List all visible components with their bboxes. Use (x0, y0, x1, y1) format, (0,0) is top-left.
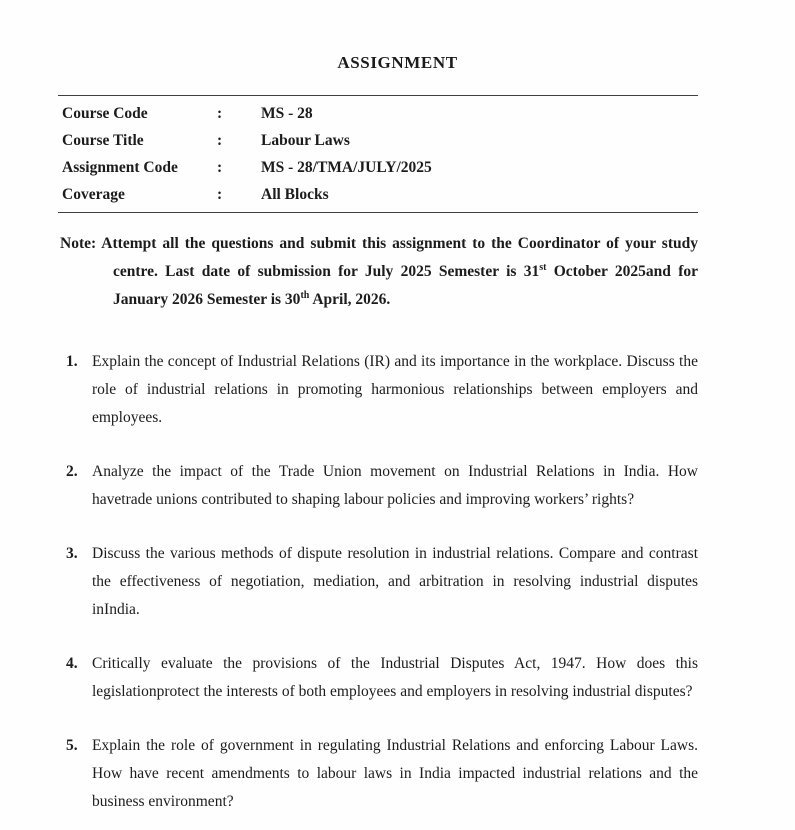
question-item-1 (58, 348, 698, 432)
question-text: Critically evaluate the provisions of the Industrial Disputes Act, 1947. How does this legislationprotect the interests of both employees and employers in resolving industrial disputes? (92, 655, 698, 700)
question-text: Explain the role of government in regulating Industrial Relations and enforcing Labour Laws. How have recent amendments to labour laws in India impacted industrial relations and the business environment? (92, 737, 698, 810)
question-item-4 (58, 650, 698, 706)
question-item-2 (58, 458, 698, 514)
info-value: Labour Laws (261, 132, 350, 149)
info-label: Course Title (62, 132, 144, 149)
note-label: Note: (60, 235, 97, 252)
colon-separator: : (217, 159, 223, 176)
colon-separator: : (217, 132, 223, 149)
info-label: Assignment Code (62, 159, 178, 176)
question-number: 1. (66, 353, 78, 370)
info-label: Course Code (62, 105, 148, 122)
info-label: Coverage (62, 186, 125, 203)
info-row-assignment-code (58, 154, 698, 181)
question-number: 5. (66, 737, 78, 754)
note-text-segment: April, 2026. (309, 291, 391, 308)
question-text: Discuss the various methods of dispute resolution in industrial relations. Compare and contrast the effectiveness of negotiation, mediation, and arbitration in resolving industrial disputes inIndia. (92, 545, 698, 618)
colon-separator: : (217, 186, 223, 203)
ordinal-superscript: st (539, 261, 547, 273)
question-item-5 (58, 732, 698, 816)
info-value: All Blocks (261, 186, 329, 203)
info-value: MS - 28/TMA/JULY/2025 (261, 159, 432, 176)
info-row-coverage (58, 181, 698, 208)
question-text: Analyze the impact of the Trade Union movement on Industrial Relations in India. How havetrade unions contributed to shaping labour policies and improving workers’ rights? (92, 463, 698, 508)
note-text-segment: Attempt all the questions and submit this assignment to the Coordinator of your study centre. Last date of submission for July 2025 Semester is 31 (96, 235, 698, 280)
course-info-table (58, 95, 698, 213)
info-row-course-title (58, 127, 698, 154)
info-row-course-code (58, 100, 698, 127)
ordinal-superscript: th (300, 289, 310, 301)
question-text: Explain the concept of Industrial Relations (IR) and its importance in the workplace. Discuss the role of industrial relations in promoting harmonious relationships between employers and employees. (92, 353, 698, 426)
questions-list (58, 348, 698, 816)
info-value: MS - 28 (261, 105, 313, 122)
note-text-segment: October 2025and for January 2026 Semester is 30 (113, 263, 698, 308)
colon-separator: : (217, 105, 223, 122)
page-title: ASSIGNMENT (337, 53, 458, 72)
question-number: 4. (66, 655, 78, 672)
document-content (58, 95, 698, 816)
question-number: 2. (66, 463, 78, 480)
question-item-3 (58, 540, 698, 624)
note-paragraph (60, 230, 698, 314)
question-number: 3. (66, 545, 78, 562)
